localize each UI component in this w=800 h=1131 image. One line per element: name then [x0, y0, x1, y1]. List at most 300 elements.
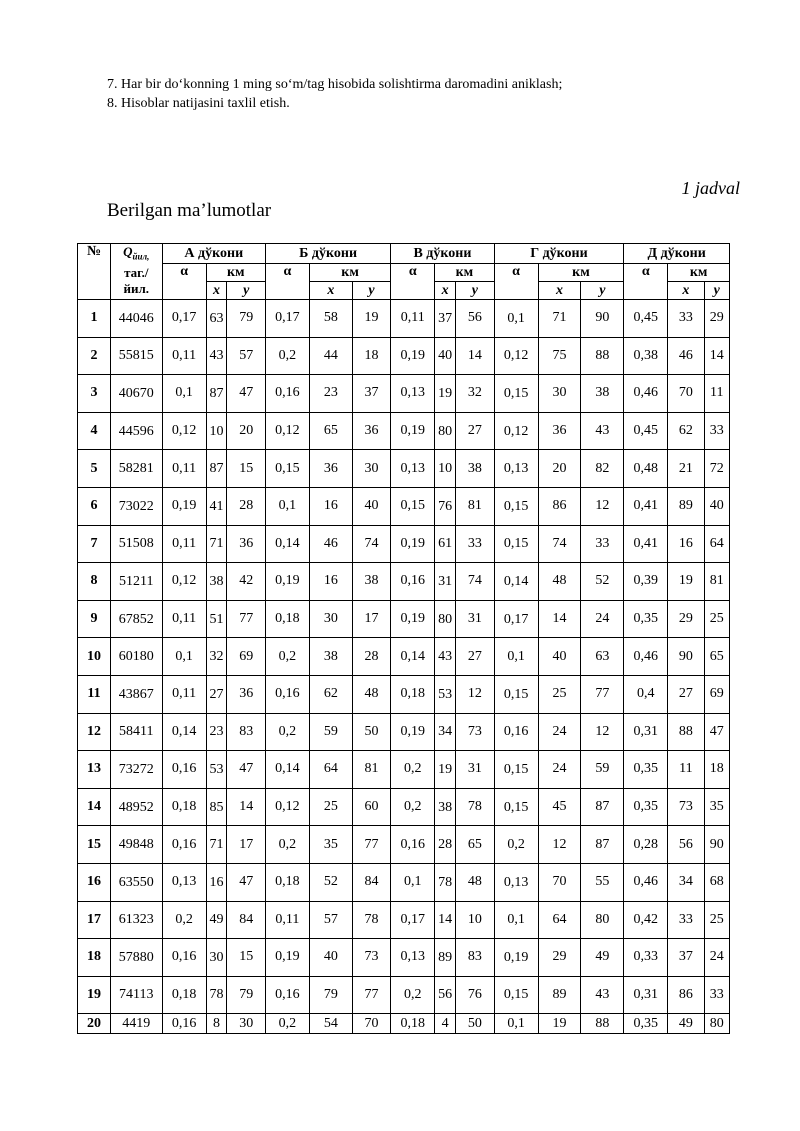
table-cell: 65	[704, 638, 729, 676]
table-cell: 29	[704, 300, 729, 338]
table-cell: 30	[227, 1014, 265, 1034]
table-cell: 69	[227, 638, 265, 676]
table-cell: 0,17	[265, 300, 309, 338]
row-number: 3	[78, 375, 111, 413]
header-km: км	[206, 264, 265, 282]
table-cell: 0,19	[391, 600, 435, 638]
header-km: км	[435, 264, 494, 282]
table-cell: 0,16	[162, 751, 206, 789]
table-cell: 0,28	[624, 826, 668, 864]
table-cell: 0,16	[265, 976, 309, 1014]
table-cell: 73	[456, 713, 494, 751]
table-cell: 20	[538, 450, 581, 488]
row-number: 1	[78, 300, 111, 338]
table-cell: 56	[435, 976, 456, 1014]
table-cell: 38	[206, 563, 227, 601]
table-cell: 43	[581, 412, 624, 450]
table-cell: 33	[668, 901, 704, 939]
table-cell: 77	[352, 976, 391, 1014]
row-q-value: 51508	[110, 525, 162, 563]
table-cell: 64	[538, 901, 581, 939]
table-cell: 30	[206, 939, 227, 977]
table-cell: 17	[227, 826, 265, 864]
table-cell: 32	[206, 638, 227, 676]
row-number: 14	[78, 788, 111, 826]
table-cell: 38	[309, 638, 352, 676]
table-cell: 49	[668, 1014, 704, 1034]
table-cell: 0,13	[162, 863, 206, 901]
list-item-8: 8. Hisoblar natijasini taxlil etish.	[107, 96, 290, 111]
table-cell: 71	[538, 300, 581, 338]
table-cell: 0,19	[265, 939, 309, 977]
table-row	[78, 600, 730, 638]
table-cell: 0,45	[624, 300, 668, 338]
table-cell: 0,16	[391, 826, 435, 864]
table-cell: 89	[538, 976, 581, 1014]
table-cell: 89	[668, 487, 704, 525]
row-q-value: 44596	[110, 412, 162, 450]
table-cell: 31	[456, 600, 494, 638]
header-y: y	[227, 282, 265, 300]
table-cell: 0,35	[624, 1014, 668, 1034]
table-cell: 0,41	[624, 525, 668, 563]
table-cell: 0,19	[391, 525, 435, 563]
table-cell: 47	[227, 863, 265, 901]
table-cell: 87	[206, 375, 227, 413]
table-cell: 33	[704, 412, 729, 450]
header-km: км	[309, 264, 390, 282]
header-x: x	[309, 282, 352, 300]
header-alpha: α	[265, 264, 309, 300]
table-cell: 74	[352, 525, 391, 563]
table-cell: 23	[206, 713, 227, 751]
header-y: y	[456, 282, 494, 300]
table-cell: 46	[668, 337, 704, 375]
table-cell: 0,2	[265, 713, 309, 751]
table-cell: 0,19	[162, 487, 206, 525]
table-cell: 0,35	[624, 751, 668, 789]
table-cell: 0,15	[494, 788, 538, 826]
table-cell: 15	[227, 939, 265, 977]
table-cell: 24	[704, 939, 729, 977]
table-cell: 31	[456, 751, 494, 789]
row-q-value: 49848	[110, 826, 162, 864]
header-y: y	[581, 282, 624, 300]
row-number: 12	[78, 713, 111, 751]
table-cell: 0,17	[494, 600, 538, 638]
table-cell: 0,13	[391, 375, 435, 413]
table-cell: 52	[581, 563, 624, 601]
table-cell: 25	[309, 788, 352, 826]
table-cell: 0,15	[494, 751, 538, 789]
table-cell: 18	[704, 751, 729, 789]
row-number: 10	[78, 638, 111, 676]
list-item-7: 7. Har bir do‘konning 1 ming so‘m/tag hisobida solishtirma daromadini aniklash;	[107, 77, 563, 92]
header-alpha: α	[624, 264, 668, 300]
row-q-value: 55815	[110, 337, 162, 375]
table-cell: 80	[704, 1014, 729, 1034]
row-number: 4	[78, 412, 111, 450]
row-number: 15	[78, 826, 111, 864]
table-cell: 0,2	[494, 826, 538, 864]
table-cell: 0,19	[265, 563, 309, 601]
table-cell: 43	[206, 337, 227, 375]
row-q-value: 73272	[110, 751, 162, 789]
table-caption: 1 jadval	[681, 178, 740, 198]
row-number: 7	[78, 525, 111, 563]
table-row	[78, 563, 730, 601]
table-cell: 0,45	[624, 412, 668, 450]
table-cell: 55	[581, 863, 624, 901]
table-cell: 71	[206, 826, 227, 864]
table-cell: 0,11	[162, 450, 206, 488]
table-cell: 80	[435, 412, 456, 450]
table-cell: 0,16	[494, 713, 538, 751]
table-cell: 28	[227, 487, 265, 525]
instruction-list	[107, 75, 562, 113]
table-cell: 73	[352, 939, 391, 977]
table-cell: 0,12	[494, 337, 538, 375]
header-y: y	[704, 282, 729, 300]
table-cell: 61	[435, 525, 456, 563]
table-cell: 64	[704, 525, 729, 563]
table-cell: 79	[227, 976, 265, 1014]
row-number: 19	[78, 976, 111, 1014]
table-cell: 90	[668, 638, 704, 676]
table-cell: 76	[456, 976, 494, 1014]
table-cell: 68	[704, 863, 729, 901]
header-q	[110, 244, 162, 300]
table-row	[78, 751, 730, 789]
table-cell: 19	[538, 1014, 581, 1034]
table-cell: 0,48	[624, 450, 668, 488]
table-cell: 45	[538, 788, 581, 826]
table-cell: 0,18	[391, 675, 435, 713]
table-cell: 57	[227, 337, 265, 375]
table-cell: 0,16	[265, 675, 309, 713]
table-cell: 83	[227, 713, 265, 751]
table-cell: 0,1	[494, 1014, 538, 1034]
table-cell: 30	[352, 450, 391, 488]
table-cell: 19	[435, 751, 456, 789]
table-cell: 36	[309, 450, 352, 488]
table-cell: 14	[227, 788, 265, 826]
header-km: км	[538, 264, 624, 282]
table-cell: 70	[352, 1014, 391, 1034]
table-cell: 0,16	[391, 563, 435, 601]
table-cell: 43	[581, 976, 624, 1014]
table-cell: 81	[352, 751, 391, 789]
table-cell: 87	[581, 788, 624, 826]
table-cell: 0,17	[162, 300, 206, 338]
table-cell: 50	[352, 713, 391, 751]
table-cell: 63	[206, 300, 227, 338]
table-cell: 0,18	[265, 863, 309, 901]
table-cell: 87	[581, 826, 624, 864]
table-cell: 72	[704, 450, 729, 488]
header-store-d: Д дўкони	[624, 244, 730, 264]
table-cell: 69	[704, 675, 729, 713]
table-cell: 89	[435, 939, 456, 977]
table-cell: 53	[206, 751, 227, 789]
table-cell: 49	[206, 901, 227, 939]
table-cell: 8	[206, 1014, 227, 1034]
table-cell: 0,33	[624, 939, 668, 977]
table-cell: 40	[435, 337, 456, 375]
table-cell: 50	[456, 1014, 494, 1034]
table-cell: 18	[352, 337, 391, 375]
table-cell: 79	[309, 976, 352, 1014]
header-store-g: Г дўкони	[494, 244, 624, 264]
table-cell: 43	[435, 638, 456, 676]
table-cell: 0,38	[624, 337, 668, 375]
table-row	[78, 675, 730, 713]
table-cell: 34	[668, 863, 704, 901]
header-q-symbol: Q	[123, 244, 133, 259]
table-cell: 41	[206, 487, 227, 525]
table-cell: 0,11	[162, 525, 206, 563]
table-cell: 85	[206, 788, 227, 826]
table-cell: 47	[227, 751, 265, 789]
table-cell: 0,14	[162, 713, 206, 751]
table-cell: 0,14	[265, 751, 309, 789]
table-cell: 78	[456, 788, 494, 826]
table-cell: 38	[581, 375, 624, 413]
header-x: x	[668, 282, 704, 300]
table-cell: 0,42	[624, 901, 668, 939]
table-cell: 10	[435, 450, 456, 488]
table-cell: 0,12	[162, 412, 206, 450]
table-cell: 31	[435, 563, 456, 601]
table-cell: 44	[309, 337, 352, 375]
table-cell: 51	[206, 600, 227, 638]
table-cell: 27	[456, 638, 494, 676]
table-cell: 11	[704, 375, 729, 413]
table-cell: 0,13	[391, 939, 435, 977]
table-cell: 35	[704, 788, 729, 826]
table-cell: 48	[538, 563, 581, 601]
table-cell: 0,15	[265, 450, 309, 488]
row-q-value: 57880	[110, 939, 162, 977]
table-row	[78, 939, 730, 977]
table-cell: 0,31	[624, 713, 668, 751]
table-row	[78, 525, 730, 563]
row-number: 20	[78, 1014, 111, 1034]
table-cell: 88	[668, 713, 704, 751]
table-cell: 83	[456, 939, 494, 977]
table-cell: 0,2	[265, 638, 309, 676]
table-cell: 12	[456, 675, 494, 713]
table-cell: 0,11	[162, 675, 206, 713]
header-x: x	[206, 282, 227, 300]
table-cell: 33	[668, 300, 704, 338]
table-cell: 56	[456, 300, 494, 338]
table-cell: 0,13	[391, 450, 435, 488]
table-cell: 78	[206, 976, 227, 1014]
table-cell: 16	[668, 525, 704, 563]
table-cell: 25	[538, 675, 581, 713]
table-cell: 0,19	[494, 939, 538, 977]
table-cell: 37	[668, 939, 704, 977]
table-cell: 40	[309, 939, 352, 977]
row-q-value: 51211	[110, 563, 162, 601]
table-cell: 81	[704, 563, 729, 601]
table-cell: 80	[435, 600, 456, 638]
table-cell: 0,15	[494, 487, 538, 525]
table-cell: 77	[227, 600, 265, 638]
table-cell: 40	[352, 487, 391, 525]
table-cell: 90	[581, 300, 624, 338]
table-cell: 20	[227, 412, 265, 450]
table-cell: 0,12	[265, 788, 309, 826]
table-cell: 0,2	[391, 788, 435, 826]
table-row	[78, 450, 730, 488]
header-alpha: α	[494, 264, 538, 300]
table-cell: 0,15	[494, 675, 538, 713]
table-cell: 63	[581, 638, 624, 676]
table-row	[78, 976, 730, 1014]
table-cell: 38	[456, 450, 494, 488]
table-cell: 21	[668, 450, 704, 488]
table-cell: 0,1	[265, 487, 309, 525]
table-cell: 0,11	[391, 300, 435, 338]
row-q-value: 44046	[110, 300, 162, 338]
header-store-a: А дўкони	[162, 244, 265, 264]
row-number: 18	[78, 939, 111, 977]
row-q-value: 61323	[110, 901, 162, 939]
table-cell: 32	[456, 375, 494, 413]
row-number: 17	[78, 901, 111, 939]
table-cell: 0,14	[494, 563, 538, 601]
table-cell: 0,2	[265, 1014, 309, 1034]
table-cell: 0,14	[391, 638, 435, 676]
table-cell: 47	[227, 375, 265, 413]
table-cell: 0,12	[494, 412, 538, 450]
table-cell: 28	[435, 826, 456, 864]
table-cell: 59	[309, 713, 352, 751]
table-cell: 16	[309, 563, 352, 601]
table-cell: 78	[435, 863, 456, 901]
table-cell: 57	[309, 901, 352, 939]
table-cell: 0,2	[265, 337, 309, 375]
table-row	[78, 487, 730, 525]
row-q-value: 40670	[110, 375, 162, 413]
header-y: y	[352, 282, 391, 300]
row-number: 11	[78, 675, 111, 713]
table-cell: 59	[581, 751, 624, 789]
table-cell: 30	[309, 600, 352, 638]
table-cell: 0,46	[624, 863, 668, 901]
table-cell: 0,18	[162, 788, 206, 826]
header-number: №	[78, 244, 111, 300]
header-q-unit: таг./ йил.	[123, 264, 150, 296]
table-cell: 70	[668, 375, 704, 413]
table-cell: 0,15	[494, 375, 538, 413]
row-q-value: 60180	[110, 638, 162, 676]
table-cell: 49	[581, 939, 624, 977]
table-cell: 90	[704, 826, 729, 864]
table-cell: 19	[352, 300, 391, 338]
table-cell: 70	[538, 863, 581, 901]
row-q-value: 58411	[110, 713, 162, 751]
table-cell: 88	[581, 337, 624, 375]
table-cell: 27	[456, 412, 494, 450]
table-cell: 48	[352, 675, 391, 713]
row-number: 13	[78, 751, 111, 789]
table-cell: 38	[352, 563, 391, 601]
row-number: 2	[78, 337, 111, 375]
table-cell: 0,4	[624, 675, 668, 713]
row-number: 16	[78, 863, 111, 901]
table-cell: 36	[538, 412, 581, 450]
table-cell: 40	[704, 487, 729, 525]
table-cell: 86	[668, 976, 704, 1014]
table-cell: 0,2	[391, 751, 435, 789]
header-x: x	[538, 282, 581, 300]
header-x: x	[435, 282, 456, 300]
table-body	[78, 300, 730, 1034]
table-row	[78, 1014, 730, 1034]
table-cell: 0,39	[624, 563, 668, 601]
table-cell: 42	[227, 563, 265, 601]
table-cell: 14	[435, 901, 456, 939]
table-cell: 25	[704, 600, 729, 638]
table-cell: 15	[227, 450, 265, 488]
table-cell: 0,2	[391, 976, 435, 1014]
table-cell: 0,1	[494, 300, 538, 338]
row-number: 8	[78, 563, 111, 601]
table-cell: 10	[456, 901, 494, 939]
table-cell: 82	[581, 450, 624, 488]
table-cell: 12	[538, 826, 581, 864]
header-alpha: α	[391, 264, 435, 300]
table-cell: 29	[668, 600, 704, 638]
table-cell: 71	[206, 525, 227, 563]
table-cell: 58	[309, 300, 352, 338]
table-cell: 0,16	[162, 1014, 206, 1034]
row-q-value: 43867	[110, 675, 162, 713]
table-cell: 37	[352, 375, 391, 413]
table-cell: 0,12	[162, 563, 206, 601]
table-cell: 0,11	[162, 337, 206, 375]
table-cell: 19	[668, 563, 704, 601]
table-cell: 78	[352, 901, 391, 939]
table-cell: 19	[435, 375, 456, 413]
table-cell: 0,46	[624, 375, 668, 413]
table-cell: 73	[668, 788, 704, 826]
table-cell: 34	[435, 713, 456, 751]
table-cell: 0,1	[494, 638, 538, 676]
table-row	[78, 337, 730, 375]
row-number: 6	[78, 487, 111, 525]
table-cell: 0,15	[494, 976, 538, 1014]
table-cell: 46	[309, 525, 352, 563]
table-cell: 74	[456, 563, 494, 601]
table-cell: 87	[206, 450, 227, 488]
table-row	[78, 375, 730, 413]
table-cell: 81	[456, 487, 494, 525]
table-cell: 12	[581, 713, 624, 751]
table-cell: 37	[435, 300, 456, 338]
row-q-value: 4419	[110, 1014, 162, 1034]
table-cell: 33	[456, 525, 494, 563]
table-cell: 0,16	[162, 939, 206, 977]
table-cell: 62	[309, 675, 352, 713]
table-cell: 24	[538, 751, 581, 789]
table-cell: 76	[435, 487, 456, 525]
row-number: 9	[78, 600, 111, 638]
table-cell: 0,31	[624, 976, 668, 1014]
